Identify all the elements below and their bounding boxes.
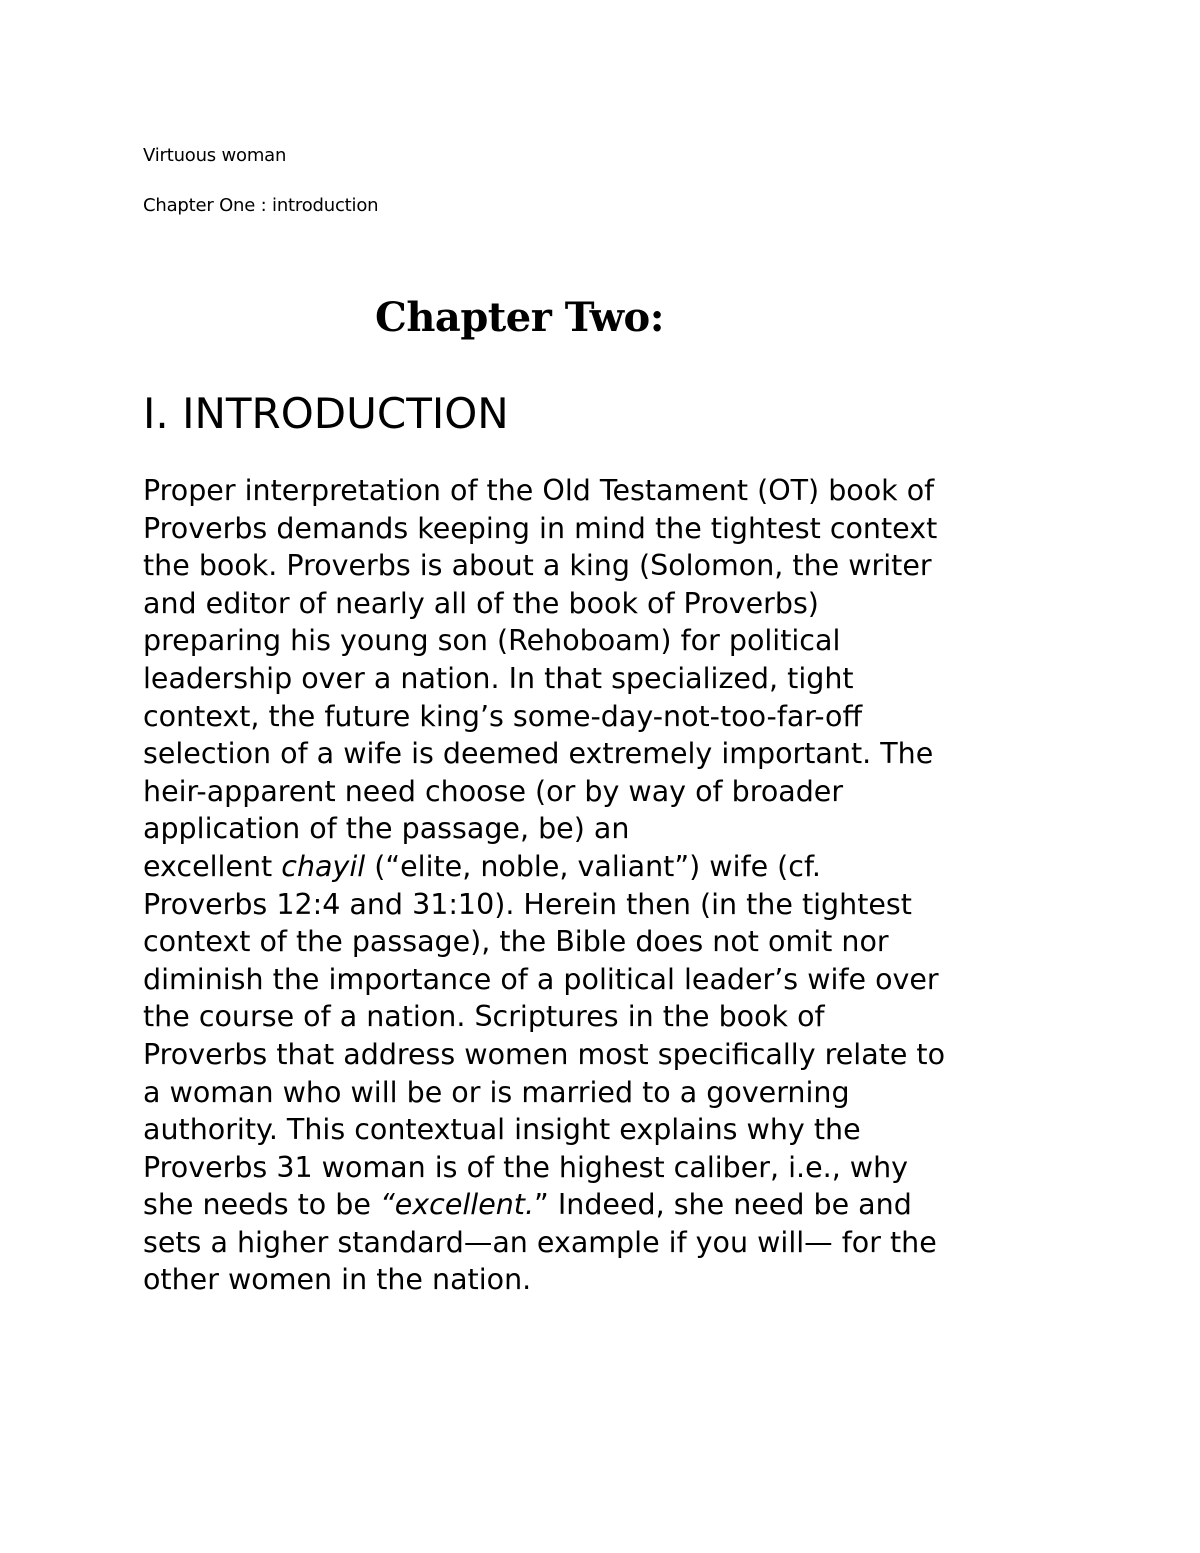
- body-text-segment: ” Indeed, she need be and: [534, 1188, 912, 1222]
- body-line: [143, 848, 1083, 886]
- body-line: [143, 1186, 1083, 1224]
- body-line: context, the future king’s some-day-not-too-far-off: [143, 699, 863, 733]
- chapter-one-label: Chapter One : introduction: [143, 195, 379, 216]
- emphasis-excellent: “excellent.: [380, 1188, 535, 1222]
- body-text-segment: (“elite, noble, valiant”) wife (cf.: [365, 849, 821, 883]
- body-line: Proverbs 31 woman is of the highest caliber, i.e., why: [143, 1150, 909, 1184]
- body-line: other women in the nation.: [143, 1263, 532, 1297]
- body-line: Proverbs that address women most specifically relate to: [143, 1037, 946, 1071]
- body-line: authority. This contextual insight explains why the: [143, 1113, 861, 1147]
- body-line: the course of a nation. Scriptures in the book of: [143, 1000, 825, 1034]
- chapter-heading: Chapter Two:: [375, 294, 664, 341]
- body-paragraph: [143, 472, 1083, 1299]
- body-line: context of the passage), the Bible does not omit nor: [143, 925, 889, 959]
- body-line: preparing his young son (Rehoboam) for political: [143, 624, 841, 658]
- body-line: Proper interpretation of the Old Testament (OT) book of: [143, 474, 935, 507]
- body-text-segment: excellent: [143, 849, 282, 883]
- body-line: sets a higher standard—an example if you will— for the: [143, 1225, 937, 1259]
- body-line: the book. Proverbs is about a king (Solomon, the writer: [143, 549, 932, 583]
- body-line: heir-apparent need choose (or by way of broader: [143, 774, 844, 808]
- document-title: Virtuous woman: [143, 145, 287, 166]
- body-line: Proverbs demands keeping in mind the tightest context: [143, 511, 938, 545]
- body-line: and editor of nearly all of the book of Proverbs): [143, 586, 819, 620]
- body-line: application of the passage, be) an: [143, 812, 630, 846]
- hebrew-term-chayil: chayil: [281, 849, 366, 883]
- body-text-segment: she needs to be: [143, 1188, 380, 1222]
- body-line: selection of a wife is deemed extremely important. The: [143, 737, 934, 771]
- body-line: diminish the importance of a political leader’s wife over: [143, 962, 939, 996]
- body-line: Proverbs 12:4 and 31:10). Herein then (in the tightest: [143, 887, 912, 921]
- body-line: a woman who will be or is married to a governing: [143, 1075, 850, 1109]
- section-heading: I. INTRODUCTION: [143, 389, 509, 438]
- body-line: leadership over a nation. In that specialized, tight: [143, 661, 854, 695]
